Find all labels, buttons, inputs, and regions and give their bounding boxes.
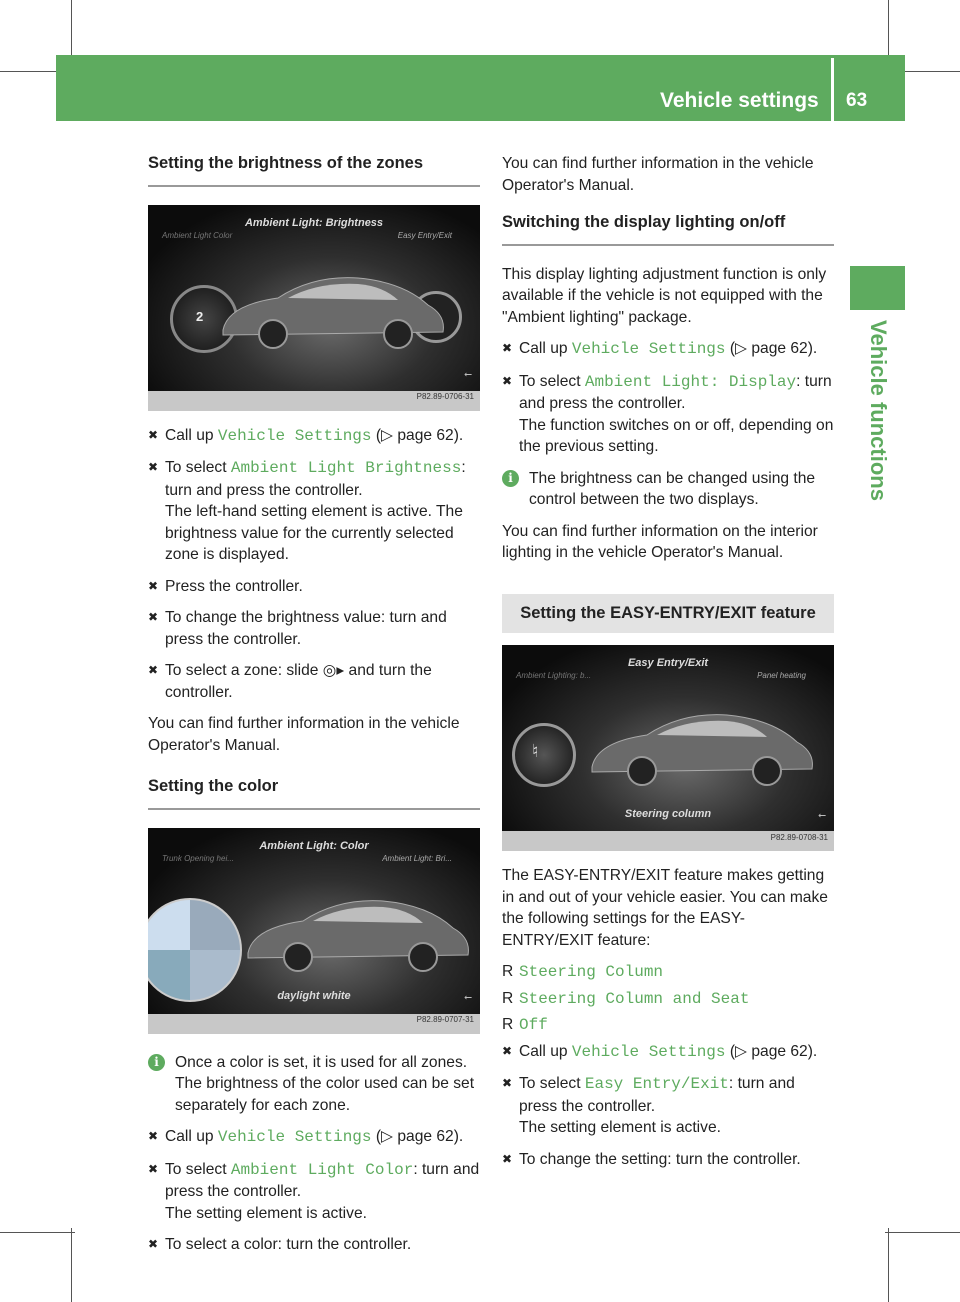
step-item: ✖ To select Ambient Light Color: turn and press the controller. The setting element is active. — [148, 1160, 480, 1222]
screen-left-label: Ambient Lighting: b... — [516, 671, 592, 680]
step-arrow-icon: ✖ — [148, 663, 159, 677]
step-arrow-icon: ✖ — [148, 1161, 159, 1176]
step-arrow-icon: ✖ — [502, 373, 513, 388]
section-heading-brightness: Setting the brightness of the zones — [148, 154, 424, 172]
crop-mark — [885, 1232, 960, 1233]
step-item: ✖ Press the controller. — [148, 576, 480, 598]
step-arrow-icon: ✖ — [502, 1151, 513, 1166]
step-arrow-icon: ✖ — [148, 1129, 159, 1143]
step-item: ✖ Call up Vehicle Settings (▷ page 62). — [502, 1042, 818, 1061]
right-column — [502, 153, 834, 1180]
screen-bottom-label: Steering column — [624, 807, 712, 820]
step-item: ✖ To change the setting: turn the controller. — [502, 1149, 834, 1171]
step-item: ✖ To select a color: turn the controller. — [148, 1234, 480, 1256]
screen-right-label: Easy Entry/Exit — [397, 230, 452, 240]
display-screen — [148, 828, 480, 1014]
header-divider — [831, 58, 834, 121]
screen-left-label: Ambient Light Color — [162, 230, 233, 240]
car-illustration — [587, 697, 817, 792]
crop-mark — [888, 1228, 889, 1302]
easy-entry-description: The EASY-ENTRY/EXIT feature makes getting in and out of your vehicle easier. You can make the following settings for the EASY-ENTRY/EXIT feature: — [502, 867, 828, 949]
heading-rule — [148, 808, 480, 810]
heading-rule — [148, 185, 480, 187]
manual-note: You can find further information in the vehicle Operator's Manual. — [502, 155, 814, 194]
display-screen — [502, 645, 834, 831]
option-item: R Steering Column and Seat — [502, 989, 750, 1008]
screen-photo-color — [148, 828, 480, 1034]
screen-title: Ambient Light: Color — [259, 839, 369, 852]
section-heading-display: Switching the display lighting on/off — [502, 213, 786, 231]
figure-code: P82.89-0707-31 — [416, 1015, 474, 1024]
dial-value: 2 — [196, 308, 204, 324]
step-arrow-icon: ✖ — [502, 1043, 513, 1058]
manual-note: You can find further information on the interior lighting in the vehicle Operator's Manual. — [502, 522, 818, 561]
screen-bottom-label: daylight white — [277, 990, 351, 1002]
step-arrow-icon: ✖ — [148, 427, 159, 442]
manual-note: You can find further information in the vehicle Operator's Manual. — [148, 715, 460, 754]
step-item: ✖ To change the brightness value: turn and press the controller. — [148, 609, 447, 648]
step-item: ✖ Call up Vehicle Settings (▷ page 62). — [148, 426, 464, 445]
step-item: ✖ To select Ambient Light: Display: turn and press the controller. The function switches on or off, depending on the previous setting. — [502, 372, 834, 455]
heading-rule — [502, 244, 834, 246]
step-arrow-icon: ✖ — [502, 1076, 513, 1090]
option-item: R Steering Column — [502, 963, 664, 981]
seat-dial — [512, 723, 576, 787]
screen-left-label: Trunk Opening hei... — [162, 853, 234, 863]
screen-right-label: Ambient Light: Bri... — [382, 853, 452, 863]
step-item: ✖ Call up Vehicle Settings (▷ page 62). — [502, 340, 818, 358]
header-title: Vehicle settings — [660, 89, 819, 112]
step-arrow-icon: ✖ — [148, 610, 159, 624]
step-item: ✖ Call up Vehicle Settings (▷ page 62). — [148, 1128, 464, 1146]
display-screen — [148, 205, 480, 391]
step-item: ✖ To select Easy Entry/Exit: turn and press the controller. The setting element is active. — [502, 1075, 795, 1136]
info-note: i Once a color is set, it is used for all zones. The brightness of the color used can be set separately for each zone. — [148, 1052, 480, 1117]
seat-icon: ♮ — [532, 741, 539, 761]
back-icon: ⭠ — [464, 992, 472, 1003]
step-arrow-icon: ✖ — [148, 578, 159, 593]
step-item: ✖ To select a zone: slide ◎▸ and turn the controller. — [148, 662, 432, 701]
info-icon: i — [148, 1054, 165, 1071]
option-item: R Off — [502, 1016, 548, 1034]
back-icon: ⭠ — [464, 369, 472, 380]
car-illustration — [243, 883, 473, 978]
info-note: i The brightness can be changed using the control between the two displays. — [502, 468, 834, 511]
screen-title: Easy Entry/Exit — [627, 657, 709, 669]
back-icon: ⭠ — [818, 809, 826, 821]
side-tab-label: Vehicle functions — [866, 320, 891, 501]
screen-title: Ambient Light: Brightness — [244, 216, 384, 229]
section-heading-easy-entry: Setting the EASY-ENTRY/EXIT feature — [502, 594, 834, 634]
step-item: ✖ To select Ambient Light Brightness: turn and press the controller. The left-hand setting element is active. The brightness value for the currently selected zone is displayed. — [148, 459, 466, 563]
display-description: This display lighting adjustment function is only available if the vehicle is not equipped with the "Ambient lighting" package. — [502, 265, 827, 326]
figure-code: P82.89-0708-31 — [770, 832, 828, 842]
screen-photo-easy-entry — [502, 645, 834, 851]
info-icon: i — [502, 470, 519, 487]
page-number: 63 — [846, 90, 868, 111]
step-arrow-icon: ✖ — [148, 460, 159, 474]
crop-mark — [0, 1232, 75, 1233]
step-arrow-icon: ✖ — [502, 341, 513, 355]
section-heading-color: Setting the color — [148, 777, 279, 795]
screen-right-label: Panel heating — [757, 671, 806, 680]
screen-photo-brightness — [148, 205, 480, 411]
figure-code: P82.89-0706-31 — [416, 392, 474, 401]
step-arrow-icon: ✖ — [148, 1237, 159, 1251]
crop-mark — [71, 1228, 72, 1302]
side-tab-marker — [850, 266, 905, 310]
car-illustration — [218, 260, 448, 355]
left-column — [148, 153, 480, 1266]
